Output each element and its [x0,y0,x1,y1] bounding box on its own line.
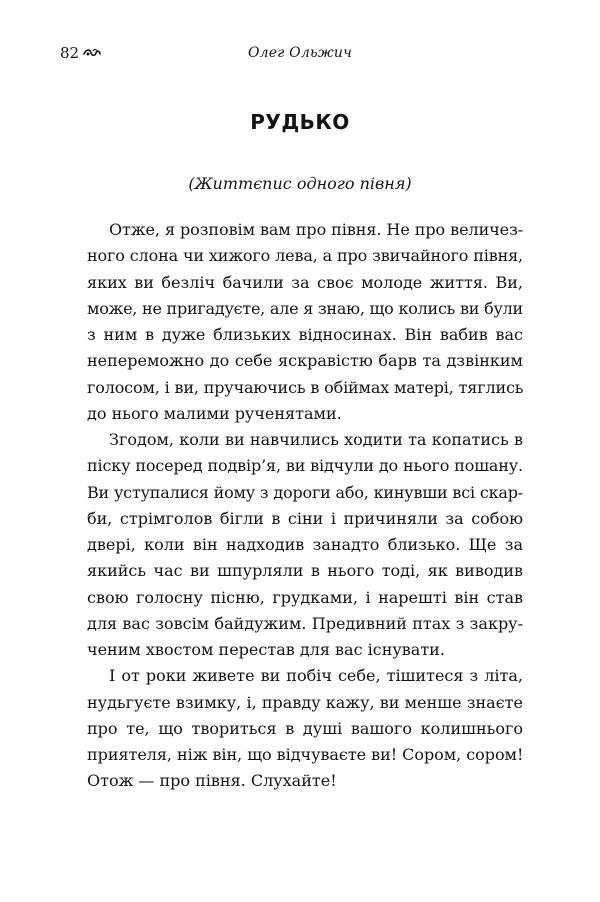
text-line: Згодом, коли ви навчились ходити та копатись в [109,430,523,449]
text-line: піску посеред подвір’я, ви відчули до нього пошану. [87,456,523,476]
paragraph-1 [87,217,523,427]
text-line: Отож — про півня. Слухайте! [87,771,337,791]
text-line: непереможно до себе яскравістю барв та дзвінким [87,351,523,371]
chapter-title: РУДЬКО [250,110,350,134]
text-line: про те, що твориться в душі вашого колишнього [87,718,523,738]
text-line: Отже, я розповім вам про півня. Не про величез- [109,220,524,239]
running-head-author: Олег Ольжич [247,45,353,61]
page-header [60,42,510,66]
text-line: яких ви безліч бачили за своє молоде життя. Ви, [87,272,523,292]
text-line: для вас зовсім байдужим. Предивний птах з закру- [87,613,523,633]
text-line: до нього малими рученятами. [87,403,342,423]
text-line: би, стрімголов бігли в сіни і причиняли за собою [87,508,523,528]
text-line: свою голосну пісню, грудками, і нарешті він став [87,587,523,607]
text-line: якийсь час ви шпурляли в нього тоді, як виводив [87,561,523,581]
paragraph-3 [87,663,523,794]
paragraph-2 [87,427,523,663]
text-line: ченим хвостом перестав для вас існувати. [87,640,445,659]
page-number: 82 [60,44,80,62]
text-line: нудьгуєте взимку, і, правду кажу, ви менше знаєте [87,692,523,712]
text-line: приятеля, ніж він, що відчуваєте ви! Сором, сором! [87,745,524,764]
body-text [87,217,523,795]
text-line: І от роки живете ви побіч себе, тішитеся з літа, [109,666,523,686]
text-line: двері, коли він надходив занадто близько. Ще за [87,535,523,554]
text-line: може, не пригадуєте, але я знаю, що колись ви були [87,298,523,318]
chapter-subtitle: (Життєпис одного півня) [188,174,412,193]
text-line: з ним в дуже близьких відносинах. Він вабив вас [87,325,523,344]
text-line: ного слона чи хижого лева, а про звичайного півня, [87,246,523,266]
text-line: Ви уступалися йому з дороги або, кинувши всі скар- [87,482,523,502]
text-line: голосом, і ви, пручаючись в обіймах матері, тяглись [87,377,524,397]
